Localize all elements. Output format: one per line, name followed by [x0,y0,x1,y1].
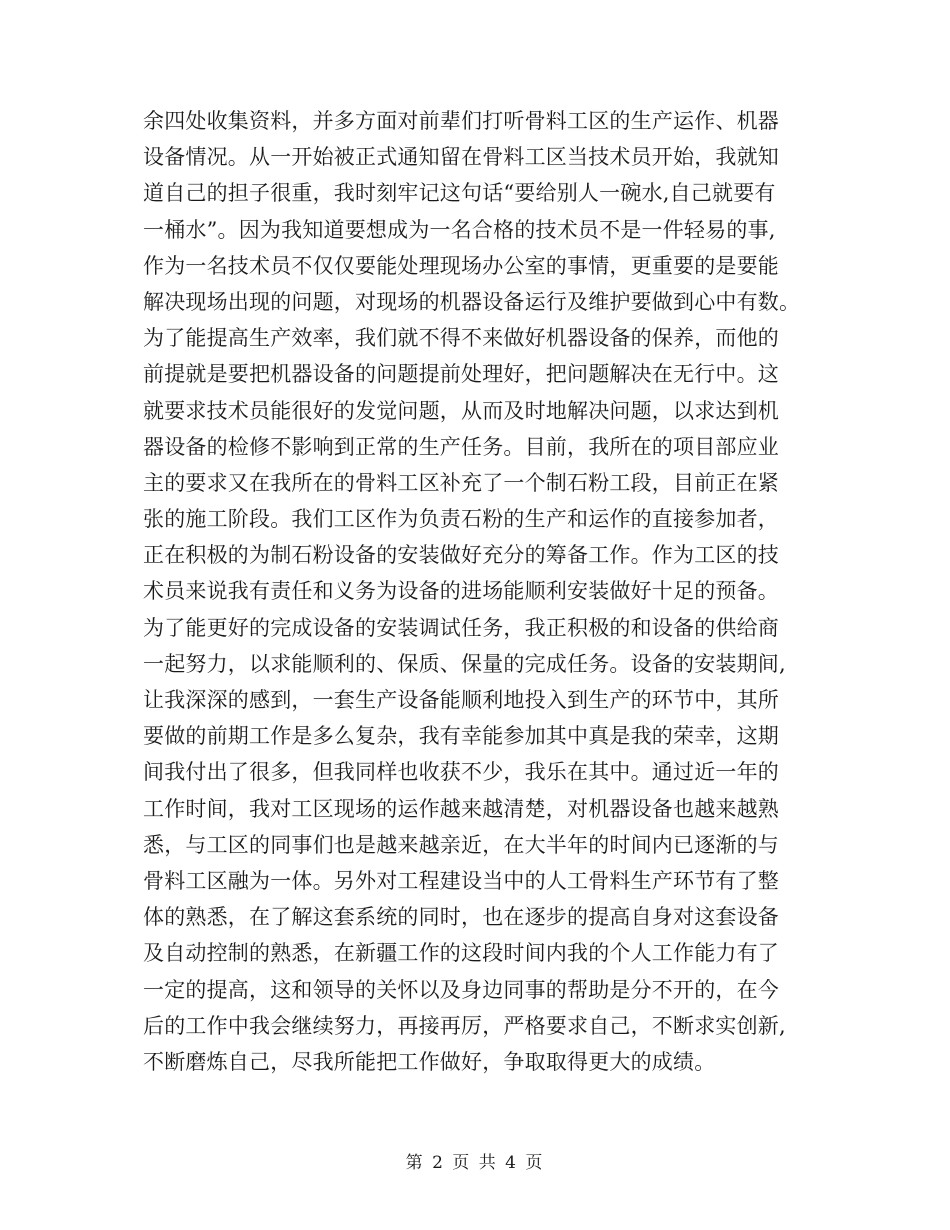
body-text [143,103,823,1080]
text-line: 后的工作中我会继续努力，再接再厉，严格要求自己，不断求实创新, [143,1013,786,1038]
text-line: 为了能提高生产效率，我们就不得不来做好机器设备的保养，而他的 [143,326,779,351]
text-line: 作为一名技术员不仅仅要能处理现场办公室的事情，更重要的是要能 [143,253,779,278]
text-line: 一定的提高，这和领导的关怀以及身边同事的帮助是分不开的，在今 [143,977,779,1002]
text-line: 骨料工区融为一体。另外对工程建设当中的人工骨料生产环节有了整 [143,868,779,893]
text-line: 一起努力，以求能顺利的、保质、保量的完成任务。设备的安装期间, [143,651,786,676]
text-line: 间我付出了很多，但我同样也收获不少，我乐在其中。通过近一年的 [143,760,779,785]
text-line: 器设备的检修不影响到正常的生产任务。目前，我所在的项目部应业 [143,434,779,459]
text-line: 余四处收集资料，并多方面对前辈们打听骨料工区的生产运作、机器 [143,109,779,133]
text-line: 悉，与工区的同事们也是越来越亲近，在大半年的时间内已逐渐的与 [143,832,779,857]
text-line: 不断磨炼自己，尽我所能把工作做好，争取取得更大的成绩。 [143,1049,716,1074]
text-line: 张的施工阶段。我们工区作为负责石粉的生产和运作的直接参加者， [143,507,779,532]
page-footer: 第 2 页 共 4 页 [405,1153,545,1173]
text-line: 一桶水”。因为我知道要想成为一名合格的技术员不是一件轻易的事, [143,217,776,242]
text-line: 要做的前期工作是多么复杂，我有幸能参加其中真是我的荣幸，这期 [143,724,779,749]
text-line: 主的要求又在我所在的骨料工区补充了一个制石粉工段，目前正在紧 [143,470,779,495]
text-line: 让我深深的感到，一套生产设备能顺利地投入到生产的环节中，其所 [143,688,779,712]
text-line: 及自动控制的熟悉，在新疆工作的这段时间内我的个人工作能力有了 [143,941,779,966]
text-line: 设备情况。从一开始被正式通知留在骨料工区当技术员开始，我就知 [143,145,779,170]
text-line: 体的熟悉，在了解这套系统的同时，也在逐步的提高自身对这套设备 [143,905,779,930]
text-line: 就要求技术员能很好的发觉问题，从而及时地解决问题，以求达到机 [143,398,779,423]
text-line: 道自己的担子很重，我时刻牢记这句话“要给别人一碗水,自己就要有 [143,181,776,206]
text-line: 工作时间，我对工区现场的运作越来越清楚，对机器设备也越来越熟 [143,796,779,821]
text-line: 术员来说我有责任和义务为设备的进场能顺利安装做好十足的预备。 [143,579,779,604]
text-line: 为了能更好的完成设备的安装调试任务，我正积极的和设备的供给商 [143,615,779,640]
text-line: 前提就是要把机器设备的问题提前处理好，把问题解决在无行中。这 [143,362,779,387]
text-line: 解决现场出现的问题，对现场的机器设备运行及维护要做到心中有数。 [143,289,801,314]
text-line: 正在积极的为制石粉设备的安装做好充分的筹备工作。作为工区的技 [143,543,779,568]
